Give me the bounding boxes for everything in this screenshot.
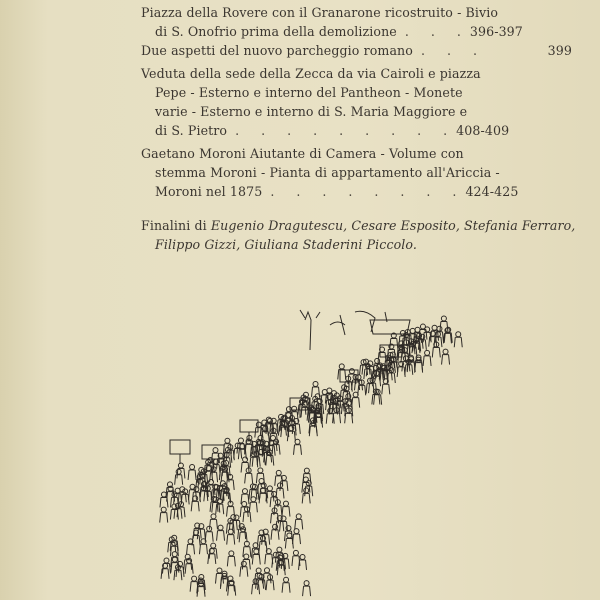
entry-line-last [141,22,523,41]
crowd-person-head [304,581,309,586]
crowd-person-body [205,532,213,542]
crowd-person-head [304,488,309,493]
crowd-person-head [243,457,248,462]
crowd-person-body [208,554,216,564]
crowd-person-body [282,583,290,593]
crowd-person-body [175,475,183,485]
crowd-person-body [342,392,350,402]
credits-line [141,235,489,254]
entry-line: stemma Moroni - Pianta di appartamento all'Ariccia - [155,165,500,180]
entry-line: Moroni nel 1875 [155,184,263,199]
crowd-person-head [415,327,420,332]
crowd-person-body [252,554,260,564]
crowd-person-body [259,541,267,551]
crowd-person-head [349,369,354,374]
credits-names: Filippo Gizzi, Giuliana Staderini Piccolo. [155,237,417,252]
crowd-person-body [240,567,248,577]
crowd-person-body [161,569,169,579]
crowd-person-head [254,549,259,554]
crowd-person-head [193,496,198,501]
crowd-person-body [454,337,462,347]
crowd-person-head [213,448,218,453]
leader-dots: . . . [420,43,486,58]
crowd-person-head [375,358,380,363]
entry-line-last [141,41,572,60]
crowd-person-body [238,529,246,539]
page-number: 424-425 [465,184,519,199]
crowd-person-head [172,552,177,557]
crowd-person-body [397,367,405,377]
leader-dots: . . . [404,24,470,39]
crowd-person-head [242,501,247,506]
crowd-person-head [211,543,216,548]
crowd-person-head [218,525,223,530]
crowd-person-head [242,489,247,494]
crowd-person-head [296,514,301,519]
crowd-person-head [339,364,344,369]
crowd-person-body [187,544,195,554]
crowd-person-head [432,325,437,330]
crowd-person-body [352,398,360,408]
entry-line: Due aspetti del nuovo parcheggio romano [141,43,413,58]
crowd-person-head [273,524,278,529]
crowd-person-head [238,438,243,443]
crowd-person-head [176,469,181,474]
entry-line: Pepe - Esterno e interno del Pantheon - Monete [155,85,463,100]
crowd-person-head [286,407,291,412]
crowd-person-head [284,577,289,582]
crowd-person-head [175,488,180,493]
credits-names: Eugenio Dragutescu, Cesare Esposito, Stefania Ferraro, [210,218,576,233]
crowd-person-head [251,497,256,502]
crowd-person-head [161,492,166,497]
leader-dots: . . . . . . . . . [235,123,457,138]
crowd-person-body [249,502,257,512]
crowd-person-body [160,513,168,523]
crowd-person-body [174,570,182,580]
crowd-person-body [423,356,431,366]
crowd-person-body [432,347,440,357]
crowd-person-head [241,561,246,566]
crowd-person-body [226,450,234,460]
crowd-person-head [217,568,222,573]
toc-entry [141,64,510,140]
toc-entry [141,3,523,41]
crowd-person-head [267,486,272,491]
crowd-person-body [227,556,235,566]
page-number: 396-397 [469,24,523,39]
crowd-person-head [295,439,300,444]
crowd-person-body [372,394,380,404]
crowd-person-body [226,581,234,591]
crowd-person-head [229,551,234,556]
crowd-person-head [271,418,276,423]
procession-leaders [300,310,410,350]
crowd-person-body [188,470,196,480]
crowd-person-head [211,514,216,519]
crowd-person-body [294,445,302,455]
crowd-person-head [190,464,195,469]
crowd-person-body [199,544,207,554]
crowd-procession-illustration [140,300,480,595]
crowd-person-head [214,459,219,464]
page-number: 408-409 [456,123,510,138]
crowd-person-head [441,316,446,321]
crowd-person-head [253,579,258,584]
crowd-person-body [191,501,199,511]
entry-line: Gaetano Moroni Aiutante di Camera - Volume con [141,146,464,161]
crowd-person-body [442,355,450,365]
crowd-person-body [243,512,251,522]
crowd-person-head [293,550,298,555]
crowd-person-head [437,326,442,331]
crowd-person-head [271,435,276,440]
crowd-person-head [161,507,166,512]
crowd-person-body [282,507,290,517]
crowd-person-head [420,324,425,329]
crowd-person-head [192,576,197,581]
credits-prefix: Finalini di [141,218,207,233]
crowd-person-body [266,580,274,590]
crowd-person-head [286,413,291,418]
toc-entry [141,144,519,201]
crowd-person-body [250,457,258,467]
crowd-person-body [245,473,253,483]
crowd-person-body [415,363,423,373]
crowd-person-body [227,535,235,545]
crowd-person-head [244,554,249,559]
crowd-person-body [295,519,303,529]
crowd-person-body [382,384,390,394]
crowd-person-head [283,501,288,506]
crowd-person-body [238,449,246,459]
crowd-person-head [190,484,195,489]
entry-line: di S. Pietro [155,123,228,138]
crowd-person-head [178,463,183,468]
crowd-person-body [405,365,413,375]
crowd-person-head [256,568,261,573]
crowd-person-head [258,468,263,473]
crowd-person-head [456,332,461,337]
crowd-person-body [374,395,382,405]
toc-entry [141,41,572,60]
crowd-person-body [338,369,346,379]
crowd-person-head [172,557,177,562]
entry-line: Piazza della Rovere con il Granarone ricostruito - Bivio [141,5,499,20]
crowd-person-body [160,497,168,507]
credits [141,216,576,254]
crowd-person-head [300,554,305,559]
crowd-figures [160,316,463,597]
crowd-person-body [184,560,192,570]
crowd-person-head [304,468,309,473]
crowd-person-body [302,493,310,503]
crowd-person-head [443,349,448,354]
crowd-person-head [410,328,415,333]
crowd-person-head [256,422,261,427]
entry-line: di S. Onofrio prima della demolizione [155,24,397,39]
crowd-person-head [313,381,318,386]
entry-line: varie - Esterno e interno di S. Maria Maggiore e [155,104,468,119]
entry-line-last [141,121,510,140]
crowd-person-body [209,519,217,529]
crowd-person-head [276,470,281,475]
crowd-person-body [362,365,370,375]
crowd-person-body [292,534,300,544]
crowd-person-body [217,531,225,541]
crowd-person-body [345,413,353,423]
entry-line-last [141,182,519,201]
crowd-person-body [303,586,311,596]
crowd-person-head [225,438,230,443]
crowd-person-body [197,587,205,597]
leader-dots: . . . . . . . . [270,184,466,199]
crowd-person-body [266,456,274,466]
crowd-person-body [252,457,260,467]
crowd-person-body [265,554,273,564]
crowd-person-body [366,384,374,394]
crowd-person-head [264,568,269,573]
credits-line [141,216,576,235]
crowd-person-head [287,533,292,538]
crowd-person-head [303,477,308,482]
crowd-person-head [425,350,430,355]
crowd-person-head [277,547,282,552]
crowd-person-body [271,530,279,540]
page-number: 399 [547,43,572,58]
entry-line: Veduta della sede della Zecca da via Cairoli e piazza [141,66,481,81]
crowd-person-head [164,558,169,563]
crowd-person-head [231,515,236,520]
crowd-person-body [280,481,288,491]
